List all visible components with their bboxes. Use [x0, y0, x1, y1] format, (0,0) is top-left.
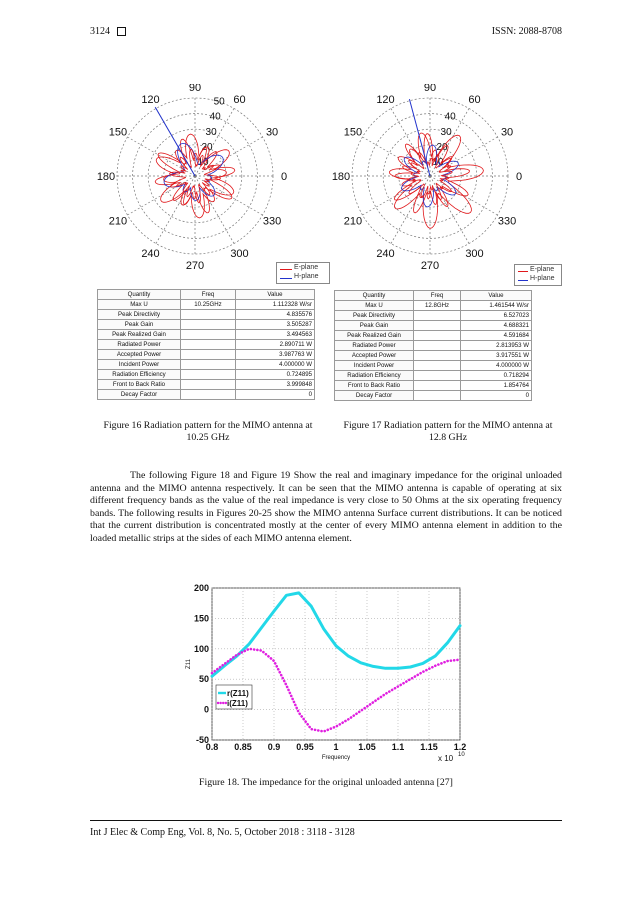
value-cell: 3.494563	[236, 330, 315, 340]
polar-radial-label: 40	[209, 111, 221, 123]
y-axis-label: Z11	[186, 659, 192, 669]
freq-cell	[414, 331, 461, 341]
impedance-chart	[182, 578, 472, 768]
table-row	[335, 381, 532, 391]
quantity-cell: Peak Gain	[98, 320, 181, 330]
value-cell: 4.835576	[236, 310, 315, 320]
table-row	[335, 331, 532, 341]
x-tick-label: 1	[333, 742, 339, 752]
legend-right	[514, 264, 562, 286]
polar-plot-right	[330, 84, 562, 284]
quantity-cell: Radiated Power	[98, 340, 181, 350]
freq-cell	[181, 390, 236, 400]
figure-18-caption: Figure 18. The impedance for the original unloaded antenna [27]	[199, 777, 453, 788]
table-row	[98, 310, 315, 320]
value-cell: 2.890711 W	[236, 340, 315, 350]
table-row	[335, 351, 532, 361]
freq-cell	[181, 320, 236, 330]
polar-angle-label: 330	[497, 215, 517, 228]
x-tick-label: 0.9	[267, 742, 281, 752]
value-cell: 4.688321	[461, 321, 532, 331]
figure-16-caption: Figure 16 Radiation pattern for the MIMO antenna at 10.25 GHz	[103, 420, 313, 443]
x-tick-label: 0.85	[234, 742, 252, 752]
freq-cell	[181, 370, 236, 380]
legend-left	[276, 262, 330, 284]
quantity-cell: Front to Back Ratio	[335, 381, 414, 391]
quantity-cell: Max U	[98, 300, 181, 310]
freq-cell	[414, 381, 461, 391]
polar-angle-label: 60	[468, 93, 481, 106]
x-tick-label: 1.2	[453, 742, 467, 752]
quantity-cell: Decay Factor	[98, 390, 181, 400]
value-cell: 4.591684	[461, 331, 532, 341]
freq-cell: 12.8GHz	[414, 301, 461, 311]
legend-label: r(Z11)	[227, 689, 249, 698]
figure-17-caption: Figure 17 Radiation pattern for the MIMO antenna at 12.8 GHz	[343, 420, 553, 443]
polar-angle-label: 30	[265, 126, 279, 139]
value-cell: 2.813953 W	[461, 341, 532, 351]
polar-radial-label: 20	[201, 141, 213, 153]
polar-angle-label: 150	[108, 126, 128, 139]
table-row	[335, 361, 532, 371]
polar-angle-label: 150	[343, 126, 363, 139]
quantity-cell: Incident Power	[98, 360, 181, 370]
y-tick-label: 100	[193, 643, 209, 654]
polar-angle-label: 180	[331, 171, 351, 183]
x-tick-label: 0.8	[205, 742, 219, 752]
polar-angle-label: 270	[185, 260, 205, 272]
table-row	[335, 321, 532, 331]
polar-angle-label: 240	[141, 248, 160, 261]
y-tick-label: 150	[193, 613, 209, 624]
polar-angle-label: 210	[343, 215, 363, 228]
freq-cell	[181, 350, 236, 360]
table-row	[335, 301, 532, 311]
table-row	[335, 371, 532, 381]
freq-cell	[414, 321, 461, 331]
y-tick-label: 0	[203, 704, 209, 715]
table-row	[98, 360, 315, 370]
value-cell: 1.854764	[461, 381, 532, 391]
freq-cell: 10.25GHz	[181, 300, 236, 310]
body-paragraph: The following Figure 18 and Figure 19 Show the real and imaginary impedance for the original unloaded antenna and the MIMO antenna respectively. It can be seen that the MIMO antenna is capable of operating at six different frequency bands as the value of the real impedance is very close to 50 Ohms at the six operating frequency bands. The following results in Figures 20-25 show the MIMO antenna Surface current distributions. It can be noticed that the current distribution is concentrated mostly at the center of every MIMO antenna element in addition to the loaded metallic strips at the sides of each MIMO antenna element.	[90, 470, 562, 544]
legend-e-plane: E-plane	[530, 266, 555, 273]
antenna-params-table-right	[334, 290, 532, 401]
polar-angle-label: 300	[230, 248, 249, 261]
value-cell: 3.917551 W	[461, 351, 532, 361]
value-cell: 6.527023	[461, 311, 532, 321]
polar-angle-label: 180	[96, 171, 116, 183]
value-cell: 0.724895	[236, 370, 315, 380]
polar-radial-label: 20	[436, 141, 448, 153]
polar-radial-label: 10	[432, 156, 444, 168]
value-cell: 3.999848	[236, 380, 315, 390]
quantity-cell: Incident Power	[335, 361, 414, 371]
running-footer: Int J Elec & Comp Eng, Vol. 8, No. 5, October 2018 : 3118 - 3128	[90, 820, 562, 838]
legend-label: i(Z11)	[227, 699, 248, 708]
col-freq: Freq	[181, 290, 236, 300]
polar-angle-label: 120	[141, 93, 160, 106]
x-axis-label: Frequency	[321, 755, 351, 761]
table-row	[98, 300, 315, 310]
polar-angle-label: 0	[515, 171, 523, 183]
polar-radial-label: 30	[205, 126, 217, 138]
table-row	[98, 340, 315, 350]
table-row	[335, 311, 532, 321]
col-freq: Freq	[414, 291, 461, 301]
table-row	[98, 370, 315, 380]
table-row	[98, 330, 315, 340]
table-row	[98, 390, 315, 400]
value-cell: 0.718294	[461, 371, 532, 381]
polar-radial-label: 10	[197, 156, 209, 168]
polar-angle-label: 60	[233, 93, 246, 106]
polar-angle-label: 90	[423, 84, 437, 94]
x-tick-label: 0.95	[296, 742, 314, 752]
quantity-cell: Peak Realized Gain	[335, 331, 414, 341]
x-multiplier-exp: 10	[458, 752, 465, 758]
freq-cell	[181, 330, 236, 340]
polar-radial-label: 50	[213, 96, 225, 108]
value-cell: 4.000000 W	[461, 361, 532, 371]
polar-angle-label: 240	[376, 248, 395, 261]
antenna-params-table-left	[97, 289, 315, 400]
page-number: 3124	[90, 26, 110, 37]
polar-radial-label: 30	[440, 126, 452, 138]
header-square-icon	[117, 27, 126, 36]
polar-angle-label: 30	[500, 126, 514, 139]
table-row	[98, 350, 315, 360]
x-tick-label: 1.05	[358, 742, 376, 752]
polar-angle-label: 0	[280, 171, 288, 183]
table-row	[98, 380, 315, 390]
value-cell: 0	[461, 391, 532, 401]
y-tick-label: 50	[198, 674, 209, 685]
freq-cell	[414, 351, 461, 361]
quantity-cell: Front to Back Ratio	[98, 380, 181, 390]
y-tick-label: 200	[193, 583, 209, 593]
polar-radial-label: 40	[444, 111, 456, 123]
freq-cell	[414, 371, 461, 381]
running-header	[90, 26, 562, 40]
value-cell: 4.000000 W	[236, 360, 315, 370]
polar-angle-label: 330	[262, 215, 282, 228]
y-tick-label: -50	[195, 735, 209, 745]
polar-angle-label: 90	[188, 84, 202, 94]
quantity-cell: Decay Factor	[335, 391, 414, 401]
x-tick-label: 1.1	[391, 742, 405, 752]
freq-cell	[181, 310, 236, 320]
quantity-cell: Accepted Power	[335, 351, 414, 361]
value-cell: 1.461544 W/sr	[461, 301, 532, 311]
h-plane-trace	[155, 107, 195, 176]
legend-h-plane: H-plane	[530, 275, 555, 282]
freq-cell	[414, 311, 461, 321]
value-cell: 0	[236, 390, 315, 400]
polar-plot-left	[95, 84, 327, 284]
table-row	[98, 320, 315, 330]
quantity-cell: Max U	[335, 301, 414, 311]
table-row	[335, 341, 532, 351]
chart-legend	[216, 685, 252, 709]
polar-angle-label: 270	[420, 260, 440, 272]
quantity-cell: Radiated Power	[335, 341, 414, 351]
quantity-cell: Peak Directivity	[98, 310, 181, 320]
quantity-cell: Radiation Efficiency	[98, 370, 181, 380]
col-value: Value	[236, 290, 315, 300]
quantity-cell: Accepted Power	[98, 350, 181, 360]
col-value: Value	[461, 291, 532, 301]
issn-label: ISSN: 2088-8708	[491, 26, 562, 37]
polar-grid-spoke	[430, 176, 469, 244]
x-multiplier-label: x 10	[438, 754, 454, 763]
x-tick-label: 1.15	[420, 742, 438, 752]
freq-cell	[414, 361, 461, 371]
quantity-cell: Peak Directivity	[335, 311, 414, 321]
table-row	[335, 391, 532, 401]
value-cell: 1.112328 W/sr	[236, 300, 315, 310]
polar-angle-label: 300	[465, 248, 484, 261]
value-cell: 3.987763 W	[236, 350, 315, 360]
freq-cell	[181, 360, 236, 370]
freq-cell	[181, 340, 236, 350]
freq-cell	[414, 341, 461, 351]
legend-h-plane: H-plane	[294, 273, 319, 280]
legend-e-plane: E-plane	[294, 264, 319, 271]
freq-cell	[181, 380, 236, 390]
polar-angle-label: 120	[376, 93, 395, 106]
quantity-cell: Radiation Efficiency	[335, 371, 414, 381]
quantity-cell: Peak Realized Gain	[98, 330, 181, 340]
polar-angle-label: 210	[108, 215, 128, 228]
col-quantity: Quantity	[98, 290, 181, 300]
col-quantity: Quantity	[335, 291, 414, 301]
freq-cell	[414, 391, 461, 401]
quantity-cell: Peak Gain	[335, 321, 414, 331]
value-cell: 3.505287	[236, 320, 315, 330]
